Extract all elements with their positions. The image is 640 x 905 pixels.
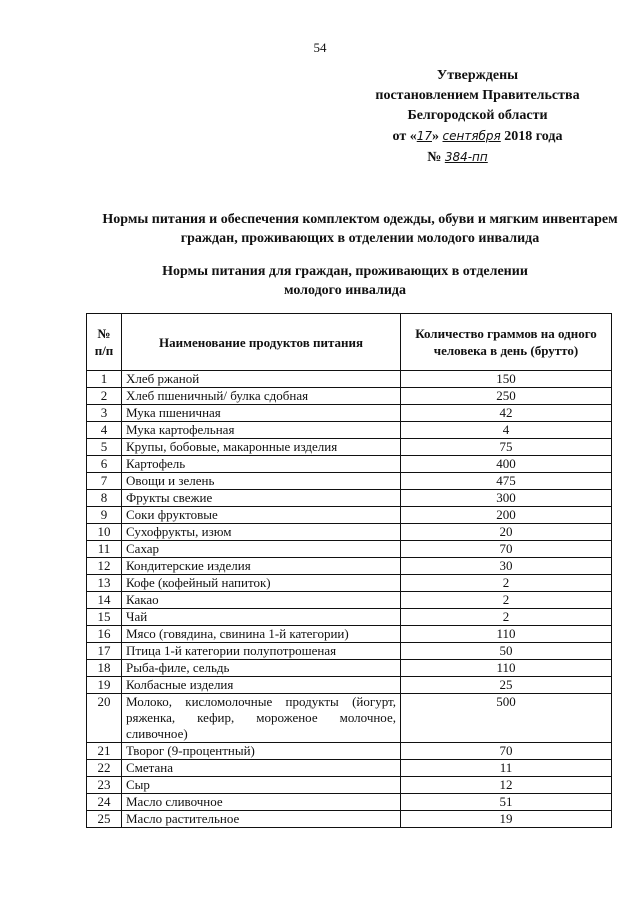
table-row [87, 490, 612, 507]
table-row [87, 507, 612, 524]
table-row [87, 660, 612, 677]
product-quantity: 12 [401, 777, 612, 794]
product-quantity: 19 [401, 811, 612, 828]
product-name: Картофель [122, 456, 401, 473]
table-row [87, 371, 612, 388]
product-name: Кондитерские изделия [122, 558, 401, 575]
product-quantity: 75 [401, 439, 612, 456]
document-number: 384-пп [444, 150, 488, 164]
approval-line3: Белгородской области [407, 108, 548, 123]
main-title: Нормы питания и обеспечения комплектом одежды, обуви и мягким инвентарем граждан, проживающих в отделении молодого инвалида [102, 212, 618, 246]
table-row [87, 541, 612, 558]
row-number: 17 [87, 643, 122, 660]
product-quantity: 42 [401, 405, 612, 422]
product-name: Сахар [122, 541, 401, 558]
product-name: Масло сливочное [122, 794, 401, 811]
product-quantity: 2 [401, 609, 612, 626]
header-product: Наименование продуктов питания [122, 314, 401, 371]
row-number: 19 [87, 677, 122, 694]
row-number: 9 [87, 507, 122, 524]
row-number: 5 [87, 439, 122, 456]
product-quantity: 475 [401, 473, 612, 490]
product-quantity: 50 [401, 643, 612, 660]
number-prefix: № [427, 150, 442, 165]
product-quantity: 4 [401, 422, 612, 439]
row-number: 10 [87, 524, 122, 541]
date-prefix: от « [392, 129, 417, 144]
product-name: Птица 1-й категории полупотрошеная [122, 643, 401, 660]
table-row [87, 456, 612, 473]
product-name: Колбасные изделия [122, 677, 401, 694]
table-row [87, 777, 612, 794]
table-row [87, 760, 612, 777]
row-number: 2 [87, 388, 122, 405]
approval-line1: Утверждены [436, 68, 519, 83]
product-quantity: 25 [401, 677, 612, 694]
row-number: 14 [87, 592, 122, 609]
table-body [87, 371, 612, 828]
product-name: Какао [122, 592, 401, 609]
product-name: Молоко, кисломолочные продукты (йогурт, ряженка, кефир, мороженое молочное, сливочное) [122, 694, 401, 743]
product-quantity: 500 [401, 694, 612, 743]
product-quantity: 51 [401, 794, 612, 811]
approval-block [350, 66, 605, 168]
row-number: 16 [87, 626, 122, 643]
product-name: Рыба-филе, сельдь [122, 660, 401, 677]
sub-title: Нормы питания для граждан, проживающих в отделении молодого инвалида [162, 264, 528, 298]
product-name: Фрукты свежие [122, 490, 401, 507]
table-row [87, 422, 612, 439]
row-number: 20 [87, 694, 122, 743]
table-row [87, 592, 612, 609]
page-number: 54 [313, 40, 327, 55]
product-name: Мука пшеничная [122, 405, 401, 422]
row-number: 8 [87, 490, 122, 507]
row-number: 12 [87, 558, 122, 575]
table-row [87, 794, 612, 811]
norms-table [86, 313, 612, 828]
approval-line2: постановлением Правительства [375, 88, 580, 103]
product-name: Крупы, бобовые, макаронные изделия [122, 439, 401, 456]
product-name: Мясо (говядина, свинина 1-й категории) [122, 626, 401, 643]
product-quantity: 250 [401, 388, 612, 405]
table-row [87, 439, 612, 456]
product-quantity: 70 [401, 541, 612, 558]
product-name: Соки фруктовые [122, 507, 401, 524]
table-row [87, 626, 612, 643]
product-quantity: 30 [401, 558, 612, 575]
product-name: Кофе (кофейный напиток) [122, 575, 401, 592]
row-number: 22 [87, 760, 122, 777]
product-name: Масло растительное [122, 811, 401, 828]
product-quantity: 11 [401, 760, 612, 777]
product-name: Овощи и зелень [122, 473, 401, 490]
row-number: 18 [87, 660, 122, 677]
product-name: Чай [122, 609, 401, 626]
row-number: 11 [87, 541, 122, 558]
row-number: 21 [87, 743, 122, 760]
product-name: Мука картофельная [122, 422, 401, 439]
row-number: 7 [87, 473, 122, 490]
table-row [87, 743, 612, 760]
product-name: Творог (9-процентный) [122, 743, 401, 760]
header-number: № п/п [87, 314, 122, 371]
row-number: 13 [87, 575, 122, 592]
date-year: 2018 года [504, 129, 563, 144]
product-quantity: 2 [401, 575, 612, 592]
product-quantity: 20 [401, 524, 612, 541]
date-mid: » [432, 129, 439, 144]
table-row [87, 677, 612, 694]
table-row [87, 405, 612, 422]
product-name: Сыр [122, 777, 401, 794]
row-number: 3 [87, 405, 122, 422]
table-row [87, 575, 612, 592]
product-name: Сметана [122, 760, 401, 777]
table-header-row [87, 314, 612, 371]
row-number: 24 [87, 794, 122, 811]
row-number: 4 [87, 422, 122, 439]
row-number: 15 [87, 609, 122, 626]
product-name: Хлеб пшеничный/ булка сдобная [122, 388, 401, 405]
table-row [87, 643, 612, 660]
table-row [87, 473, 612, 490]
header-quantity: Количество граммов на одного человека в день (брутто) [401, 314, 612, 371]
product-name: Хлеб ржаной [122, 371, 401, 388]
table-row [87, 694, 612, 743]
table-row [87, 388, 612, 405]
product-quantity: 200 [401, 507, 612, 524]
approval-date-line [350, 126, 605, 147]
row-number: 1 [87, 371, 122, 388]
product-quantity: 400 [401, 456, 612, 473]
product-quantity: 110 [401, 660, 612, 677]
date-month: сентября [442, 129, 501, 143]
row-number: 6 [87, 456, 122, 473]
product-quantity: 2 [401, 592, 612, 609]
table-row [87, 558, 612, 575]
product-quantity: 150 [401, 371, 612, 388]
product-quantity: 300 [401, 490, 612, 507]
approval-number-line [310, 147, 605, 168]
table-row [87, 609, 612, 626]
row-number: 25 [87, 811, 122, 828]
date-day: 17 [416, 129, 432, 143]
row-number: 23 [87, 777, 122, 794]
product-name: Сухофрукты, изюм [122, 524, 401, 541]
product-quantity: 110 [401, 626, 612, 643]
product-quantity: 70 [401, 743, 612, 760]
table-row [87, 811, 612, 828]
table-row [87, 524, 612, 541]
